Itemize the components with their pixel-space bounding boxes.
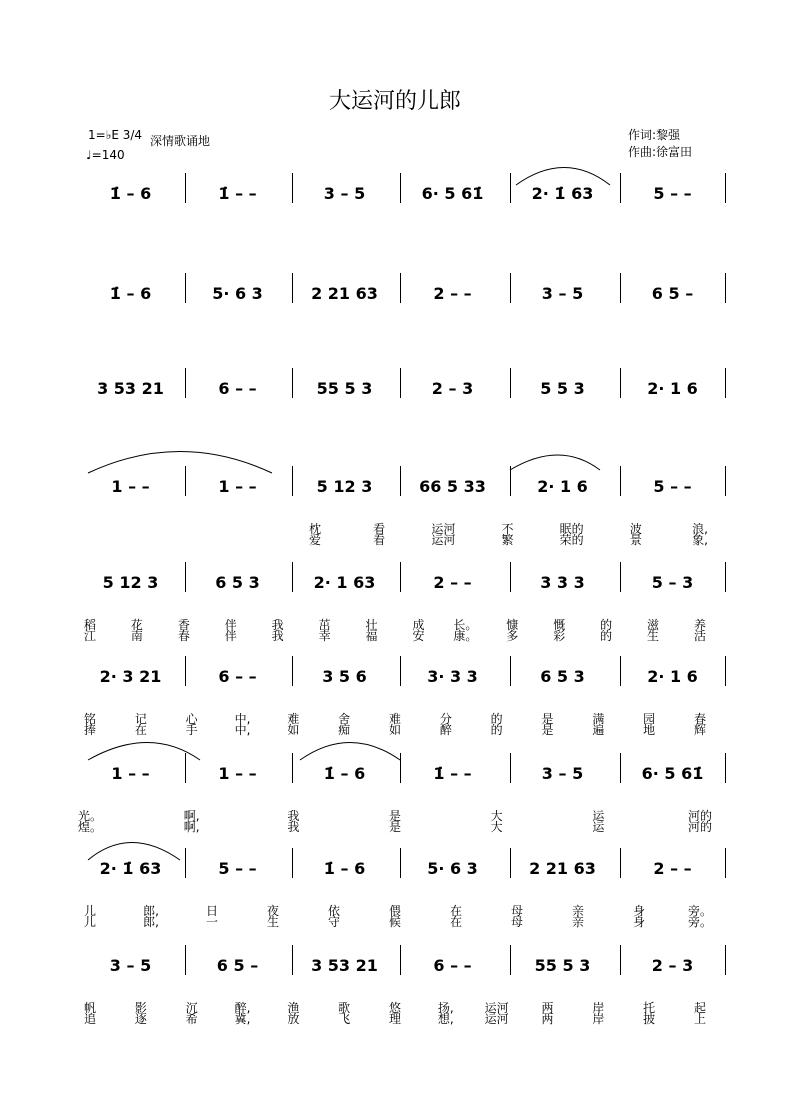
barline <box>725 562 726 592</box>
lyric-word: 彩 <box>553 629 566 643</box>
measure-notes: 3· 3 3 <box>427 667 478 686</box>
measure-notes: 3 3 3 <box>540 573 585 592</box>
measure-notes: 1̇ – 6 <box>323 859 366 878</box>
lyric-word: 春 <box>177 629 190 643</box>
barline <box>292 753 293 783</box>
lyric-word: 候 <box>388 915 402 929</box>
lyric-word: 醉, <box>234 1001 251 1015</box>
barline <box>292 848 293 878</box>
lyric-word: 儿 <box>83 904 97 918</box>
barline <box>620 945 621 975</box>
lyric-word: 中, <box>234 712 251 726</box>
lyric-word: 悠 <box>388 1001 402 1015</box>
measure-notes: 2 21 63 <box>529 859 596 878</box>
measure-notes: 3 53 21 <box>311 956 378 975</box>
measure-notes: 1 – – <box>218 477 257 496</box>
lyric-word: 幸 <box>318 629 331 643</box>
measure-notes: 5 – – <box>653 184 692 203</box>
lyric-word: 光。 <box>77 809 103 823</box>
lyric-word: 是 <box>541 723 554 737</box>
measure-notes: 5 – 3 <box>651 573 694 592</box>
measure-notes: 3 – 5 <box>109 956 152 975</box>
measure-notes: 5 12 3 <box>102 573 159 592</box>
barline <box>510 466 511 496</box>
barline <box>185 656 186 686</box>
barline <box>725 368 726 398</box>
key-signature: 1=♭E 3/4 <box>88 128 143 142</box>
lyric-word: 生 <box>266 915 280 929</box>
barline <box>400 562 401 592</box>
measure-notes: 1̇ – 6 <box>323 764 366 783</box>
lyric-word: 披 <box>643 1012 656 1026</box>
lyric-word: 旁。 <box>687 904 713 918</box>
lyric-word: 痴 <box>338 723 351 737</box>
lyric-word: 枕 <box>308 522 322 536</box>
barline <box>185 562 186 592</box>
lyric-word: 繁 <box>501 533 514 547</box>
lyric-word: 沉 <box>185 1001 198 1015</box>
barline <box>510 945 511 975</box>
slur <box>516 168 610 186</box>
lyric-word: 大 <box>490 820 503 834</box>
measure-notes: 1̇ – – <box>218 184 257 203</box>
barline <box>400 848 401 878</box>
lyric-word: 辉 <box>693 723 707 737</box>
barline <box>725 848 726 878</box>
barline <box>400 368 401 398</box>
barline <box>510 848 511 878</box>
lyric-word: 在 <box>449 904 463 918</box>
barline <box>292 173 293 203</box>
lyric-word: 啊, <box>183 820 200 834</box>
barline <box>725 173 726 203</box>
barline <box>400 656 401 686</box>
lyric-word: 慨 <box>553 618 566 632</box>
barline <box>620 173 621 203</box>
lyric-word: 醉 <box>439 723 452 737</box>
staff-system <box>0 574 790 678</box>
lyric-word: 偎 <box>388 904 402 918</box>
lyric-word: 岸 <box>592 1001 605 1015</box>
barline <box>510 753 511 783</box>
barline <box>292 945 293 975</box>
lyric-word: 啊, <box>183 809 200 823</box>
song-title: 大运河的儿郎 <box>328 89 461 114</box>
lyric-word: 看 <box>373 522 386 536</box>
lyric-word: 母 <box>510 904 524 918</box>
barline <box>185 466 186 496</box>
measure-notes: 55 5 3 <box>316 379 373 398</box>
lyric-word: 大 <box>490 809 503 823</box>
lyric-word: 亲 <box>571 915 585 929</box>
lyric-word: 稻 <box>83 618 97 632</box>
measure-notes: 6 – – <box>218 667 257 686</box>
lyric-word: 满 <box>592 712 605 726</box>
barline <box>400 466 401 496</box>
staff-system <box>0 285 790 389</box>
lyric-word: 是 <box>388 820 402 834</box>
lyric-word: 手 <box>185 723 198 737</box>
lyric-word: 慷 <box>506 618 519 632</box>
barline <box>620 753 621 783</box>
measure-notes: 5 12 3 <box>316 477 373 496</box>
lyric-word: 南 <box>130 629 143 643</box>
lyric-word: 逐 <box>134 1012 147 1026</box>
lyric-word: 日 <box>205 904 219 918</box>
lyric-word: 郎, <box>143 915 159 929</box>
lyric-word: 花 <box>130 618 143 632</box>
measure-notes: 6 5 3 <box>540 667 585 686</box>
measure-notes: 6· 5 61̇ <box>641 764 704 783</box>
barline <box>400 173 401 203</box>
barline <box>620 562 621 592</box>
barline <box>510 368 511 398</box>
lyric-word: 壮 <box>365 618 378 632</box>
lyric-word: 中, <box>234 723 251 737</box>
lyric-word: 的 <box>490 712 503 726</box>
lyric-word: 不 <box>501 522 514 536</box>
lyric-word: 运 <box>592 809 605 823</box>
lyric-word: 春 <box>693 712 707 726</box>
measure-notes: 6 – – <box>433 956 472 975</box>
lyric-word: 儿 <box>83 915 97 929</box>
lyric-word: 的 <box>600 618 613 632</box>
measure-notes: 2· 1̇ 63 <box>99 859 162 878</box>
lyric-word: 捧 <box>83 723 97 737</box>
measure-notes: 55 5 3 <box>534 956 591 975</box>
measure-notes: 66 5 33 <box>419 477 486 496</box>
lyric-word: 理 <box>388 1012 402 1026</box>
measure-notes: 5· 6 3 <box>427 859 478 878</box>
lyric-word: 我 <box>287 809 300 823</box>
barline <box>510 656 511 686</box>
lyric-word: 看 <box>373 533 386 547</box>
staff-system <box>0 478 790 582</box>
staff-system <box>0 765 790 869</box>
lyric-word: 的 <box>600 629 613 643</box>
measure-notes: 2· 3 21 <box>99 667 162 686</box>
lyric-word: 运河 <box>484 1012 509 1026</box>
lyric-word: 爱 <box>308 533 322 547</box>
lyric-word: 长。 <box>453 618 478 632</box>
barline <box>185 848 186 878</box>
lyric-word: 浪, <box>692 522 708 536</box>
lyric-word: 我 <box>271 618 284 632</box>
lyric-word: 遍 <box>592 723 605 737</box>
lyric-word: 飞 <box>338 1012 351 1026</box>
lyric-word: 成 <box>412 618 425 632</box>
lyric-word: 茁 <box>318 618 331 632</box>
measure-notes: 6· 5 61̇ <box>421 184 484 203</box>
barline <box>185 173 186 203</box>
lyric-word: 夜 <box>266 904 280 918</box>
lyric-word: 我 <box>271 629 284 643</box>
measure-notes: 2 – – <box>653 859 692 878</box>
measure-notes: 2 – 3 <box>431 379 474 398</box>
lyric-word: 运 <box>592 820 605 834</box>
lyric-word: 起 <box>693 1001 707 1015</box>
credits <box>628 127 692 161</box>
lyric-word: 冀, <box>234 1012 251 1026</box>
lyric-word: 滋 <box>647 618 660 632</box>
lyric-word: 舍 <box>338 712 351 726</box>
lyric-word: 河的 <box>687 820 713 834</box>
staff-system <box>0 860 790 964</box>
lyric-word: 福 <box>365 629 378 643</box>
measure-notes: 2 – – <box>433 284 472 303</box>
lyric-word: 托 <box>643 1001 656 1015</box>
measure-notes: 1̇ – 6 <box>109 184 152 203</box>
barline <box>292 656 293 686</box>
staff-system <box>0 380 790 484</box>
barline <box>620 368 621 398</box>
measure-notes: 1 – – <box>111 764 150 783</box>
expression-marking: 深情歌诵地 <box>150 134 211 148</box>
barline <box>725 753 726 783</box>
barline <box>510 273 511 303</box>
measure-notes: 5· 6 3 <box>212 284 263 303</box>
lyric-word: 放 <box>287 1012 300 1026</box>
lyric-word: 难 <box>287 712 300 726</box>
measure-notes: 6 – – <box>218 379 257 398</box>
lyric-word: 想, <box>437 1012 454 1026</box>
measure-notes: 2· 1 6 <box>647 667 698 686</box>
lyric-word: 伴 <box>224 618 237 632</box>
measure-notes: 5 – – <box>218 859 257 878</box>
lyric-word: 在 <box>449 915 463 929</box>
lyric-word: 难 <box>388 712 402 726</box>
lyric-word: 渔 <box>287 1001 300 1015</box>
lyric-word: 在 <box>134 723 147 737</box>
barline <box>400 273 401 303</box>
measure-notes: 2· 1 63 <box>313 573 376 592</box>
lyric-word: 运河 <box>484 1001 509 1015</box>
lyric-word: 景 <box>629 533 642 547</box>
lyric-word: 江 <box>83 629 97 643</box>
lyric-word: 活 <box>693 629 707 643</box>
barline <box>400 945 401 975</box>
lyric-word: 歌 <box>338 1001 351 1015</box>
barline <box>620 273 621 303</box>
barline <box>620 656 621 686</box>
barline <box>725 273 726 303</box>
measure-notes: 1 – – <box>111 477 150 496</box>
barline <box>185 273 186 303</box>
lyric-word: 运河 <box>431 533 456 547</box>
lyric-word: 多 <box>506 629 519 643</box>
lyric-word: 地 <box>643 723 656 737</box>
lyric-word: 的 <box>490 723 503 737</box>
lyric-word: 依 <box>327 904 341 918</box>
lyric-word: 岸 <box>592 1012 605 1026</box>
barline <box>185 945 186 975</box>
barline <box>620 466 621 496</box>
lyric-word: 荣的 <box>559 533 584 547</box>
barline <box>400 753 401 783</box>
measure-notes: 3 5 6 <box>322 667 367 686</box>
barline <box>292 466 293 496</box>
lyric-word: 心 <box>185 712 198 726</box>
barline <box>292 273 293 303</box>
lyric-word: 希 <box>185 1012 198 1026</box>
staff-system <box>0 668 790 772</box>
measure-notes: 3 53 21 <box>97 379 164 398</box>
barline <box>185 753 186 783</box>
lyric-word: 两 <box>541 1001 554 1015</box>
lyric-word: 追 <box>83 1012 97 1026</box>
lyric-word: 园 <box>643 712 656 726</box>
staff-system <box>0 957 790 1061</box>
lyric-word: 生 <box>647 629 660 643</box>
measure-notes: 6 5 3 <box>215 573 260 592</box>
barline <box>292 368 293 398</box>
lyric-word: 分 <box>439 712 452 726</box>
measure-notes: 3 – 5 <box>541 284 584 303</box>
measure-notes: 1̇ – 6 <box>109 284 152 303</box>
lyric-word: 眠的 <box>559 522 584 536</box>
barline <box>725 656 726 686</box>
lyric-word: 身 <box>632 915 646 929</box>
lyric-word: 煌。 <box>77 820 103 834</box>
lyric-word: 波 <box>629 522 642 536</box>
lyric-word: 母 <box>510 915 524 929</box>
barline <box>510 173 511 203</box>
measure-notes: 5 – – <box>653 477 692 496</box>
lyric-word: 影 <box>134 1001 147 1015</box>
measure-notes: 2 – – <box>433 573 472 592</box>
barline <box>725 466 726 496</box>
lyric-word: 上 <box>693 1012 707 1026</box>
lyric-word: 一 <box>205 915 219 929</box>
lyric-word: 守 <box>327 915 341 929</box>
measure-notes: 3 – 5 <box>323 184 366 203</box>
barline <box>292 562 293 592</box>
lyric-word: 河的 <box>687 809 713 823</box>
lyric-word: 扬, <box>437 1001 454 1015</box>
staff-system <box>0 185 790 289</box>
lyric-word: 如 <box>388 723 402 737</box>
lyric-word: 养 <box>693 618 707 632</box>
lyric-word: 身 <box>632 904 646 918</box>
measure-notes: 6 5 – <box>651 284 694 303</box>
barline <box>725 945 726 975</box>
measure-notes: 6 5 – <box>216 956 259 975</box>
lyric-word: 康。 <box>453 629 478 643</box>
lyric-word: 帆 <box>83 1001 97 1015</box>
measure-notes: 3 – 5 <box>541 764 584 783</box>
measure-notes: 2· 1̇ 63 <box>531 184 594 203</box>
measure-notes: 5 5 3 <box>540 379 585 398</box>
barline <box>620 848 621 878</box>
lyric-word: 旁。 <box>687 915 713 929</box>
measure-notes: 2 21 63 <box>311 284 378 303</box>
lyric-word: 伴 <box>224 629 237 643</box>
composer: 作曲:徐富田 <box>628 145 693 159</box>
lyric-word: 香 <box>177 618 190 632</box>
lyric-word: 是 <box>388 809 402 823</box>
lyricist: 作词:黎强 <box>628 128 681 142</box>
lyric-word: 运河 <box>431 522 456 536</box>
lyric-word: 象, <box>692 533 708 547</box>
barline <box>185 368 186 398</box>
barline <box>510 562 511 592</box>
lyric-word: 两 <box>541 1012 554 1026</box>
lyric-word: 郎, <box>143 904 159 918</box>
lyric-word: 安 <box>412 629 425 643</box>
lyric-word: 是 <box>541 712 554 726</box>
lyric-word: 我 <box>287 820 300 834</box>
lyric-word: 亲 <box>571 904 585 918</box>
measure-notes: 1 – – <box>218 764 257 783</box>
lyric-word: 如 <box>287 723 300 737</box>
measure-notes: 2 – 3 <box>651 956 694 975</box>
measure-notes: 2· 1 6 <box>647 379 698 398</box>
lyric-word: 铭 <box>83 712 97 726</box>
tempo-marking: ♩=140 <box>86 148 125 162</box>
measure-notes: 1̇ – – <box>433 764 472 783</box>
lyric-word: 记 <box>134 712 147 726</box>
measure-notes: 2· 1 6 <box>537 477 588 496</box>
